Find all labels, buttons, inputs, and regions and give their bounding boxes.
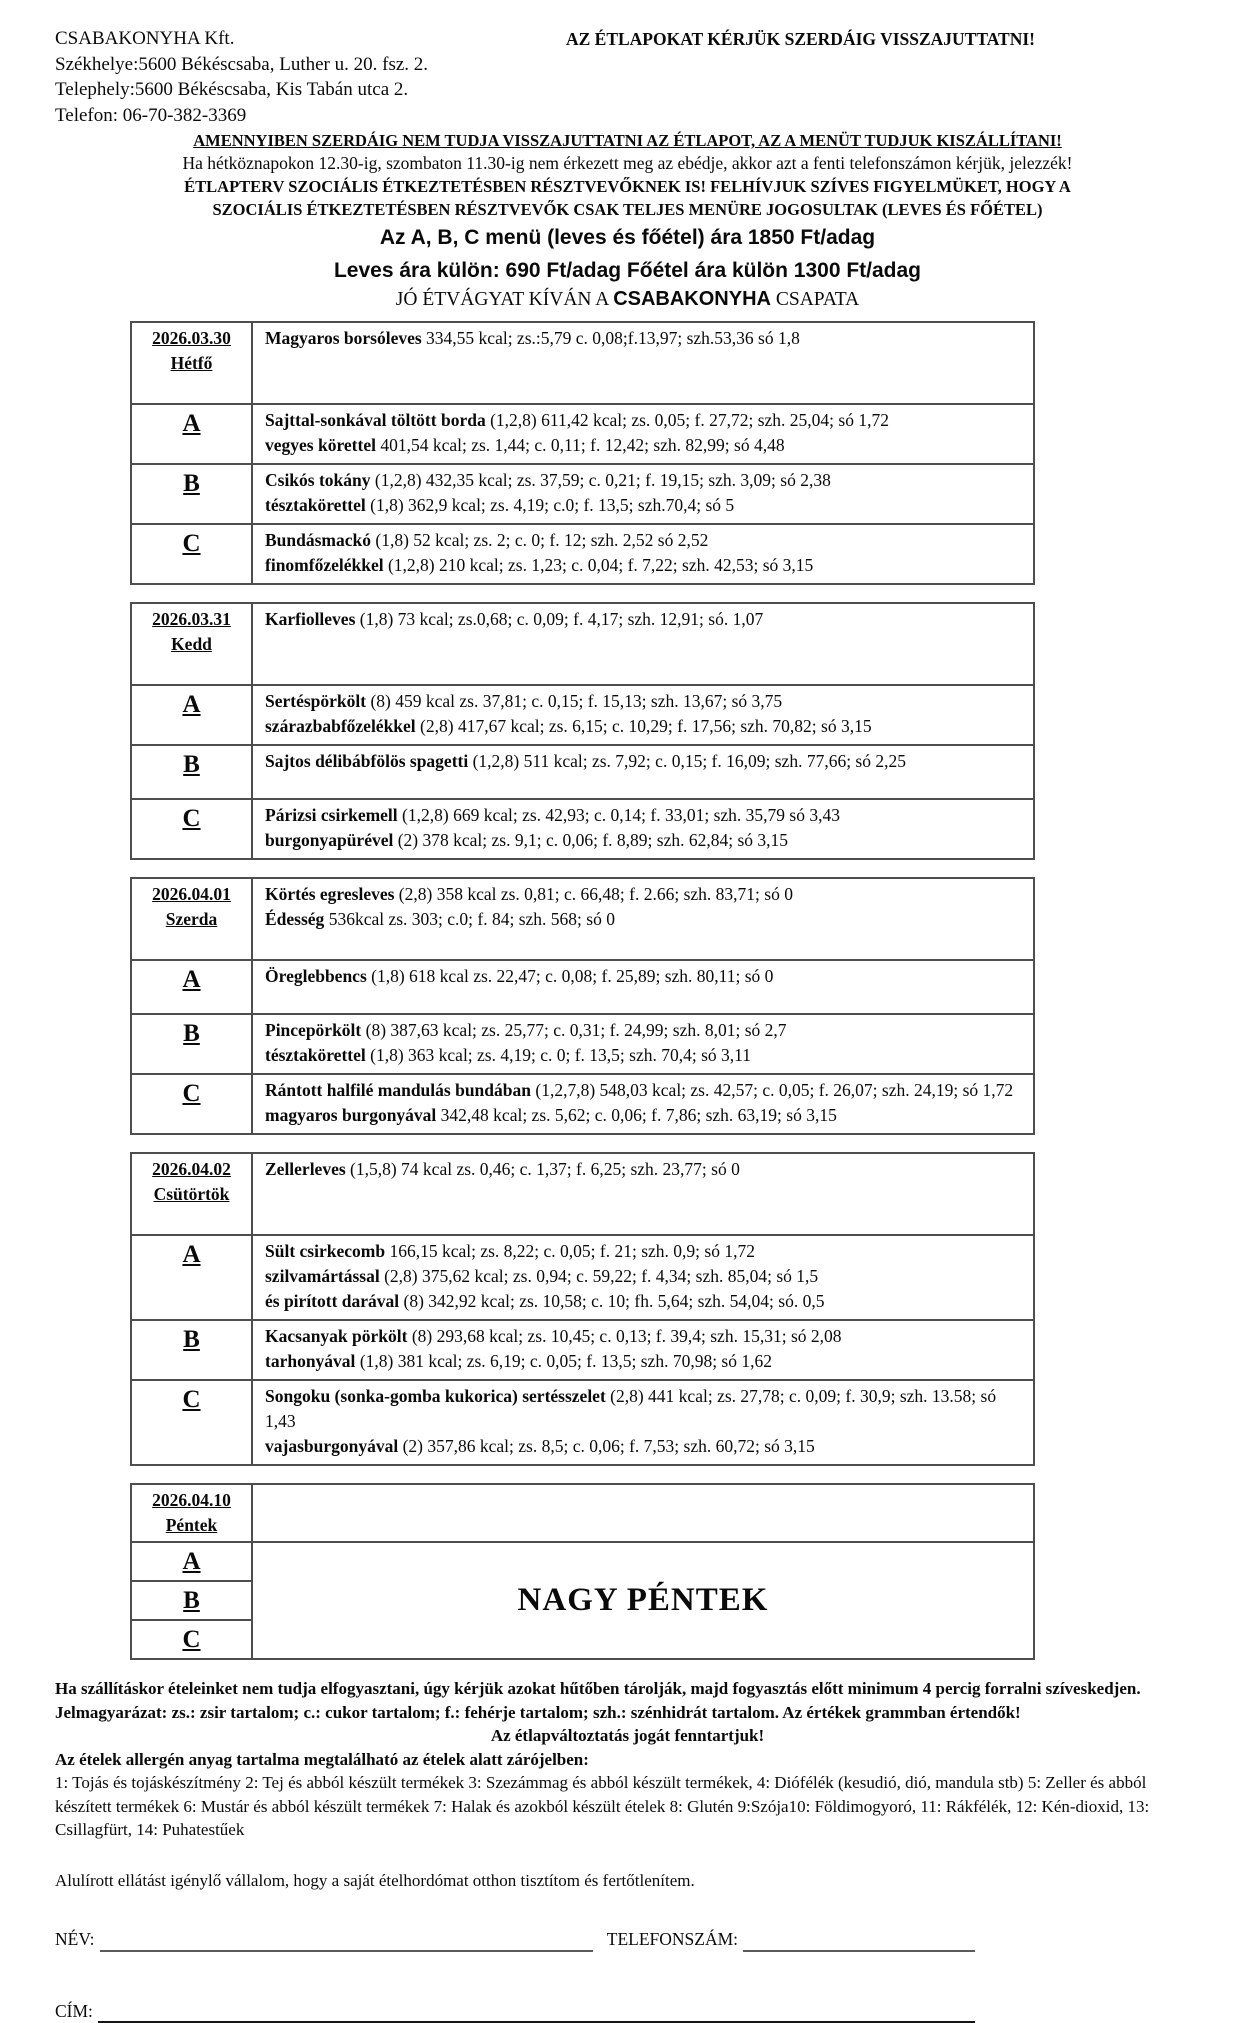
dish-name: szárazbabfőzelékkel xyxy=(265,716,416,736)
dish-name: Párizsi csirkemell xyxy=(265,805,398,825)
allergen-list: 1: Tojás és tojáskészítmény 2: Tej és abból készült termékek 3: Szezámmag és abból készült termékek, 4: Diófélék (kesudió, dió, mandula stb) 5: Zeller és abból készített termékek 6: Mustár és abból készült termékek 7: Halak és azokból készült ételek 8: Glutén 9:Szója10: Földimogyoró, 11: Rákfélék, 12: Kén-dioxid, 13: Csillagfürt, 14: Puhatestűek xyxy=(55,1771,1200,1842)
menu-letter: C xyxy=(182,805,200,834)
dish-nutrition-info: (1,2,8) 611,42 kcal; zs. 0,05; f. 27,72; szh. 25,04; só 1,72 xyxy=(490,410,889,430)
menu-content-cell xyxy=(252,1074,1034,1134)
dish-line xyxy=(265,749,1023,774)
menu-row xyxy=(131,878,1034,960)
menu-letter-cell xyxy=(131,1074,252,1134)
menu-row xyxy=(131,1380,1034,1465)
menu-content-cell xyxy=(252,685,1034,745)
menu-row xyxy=(131,1542,1034,1581)
menu-tables xyxy=(55,321,1200,1660)
dish-line xyxy=(265,828,1023,853)
menu-day: Csütörtök xyxy=(134,1182,249,1207)
name-phone-row xyxy=(55,1928,975,1952)
menu-content-cell xyxy=(252,404,1034,464)
allergen-title: Az ételek allergén anyag tartalma megtalálható az ételek alatt zárójelben: xyxy=(55,1748,1200,1772)
dish-nutrition-info: (8) 387,63 kcal; zs. 25,77; c. 0,31; f. 24,99; szh. 8,01; só 2,7 xyxy=(366,1020,787,1040)
dish-line xyxy=(265,1434,1023,1459)
menu-row xyxy=(131,685,1034,745)
menu-content-cell xyxy=(252,1235,1034,1320)
dish-nutrition-info: (8) 293,68 kcal; zs. 10,45; c. 0,13; f. 39,4; szh. 15,31; só 2,08 xyxy=(412,1326,842,1346)
dish-line xyxy=(265,408,1023,433)
company-name: CSABAKONYHA Kft. xyxy=(55,26,1200,52)
phone-label: TELEFONSZÁM: xyxy=(607,1928,738,1952)
dish-line xyxy=(265,803,1023,828)
dish-name: Sertéspörkölt xyxy=(265,691,366,711)
menu-table xyxy=(130,602,1035,860)
dish-nutrition-info: (1,8) 381 kcal; zs. 6,19; c. 0,05; f. 13,5; szh. 70,98; só 1,62 xyxy=(360,1351,772,1371)
legend-line: Jelmagyarázat: zs.: zsir tartalom; c.: cukor tartalom; f.: fehérje tartalom; szh.: szénhidrát tartalom. Az értékek grammban értendők! xyxy=(55,1701,1200,1725)
menu-letter: C xyxy=(182,1626,200,1655)
menu-letter: B xyxy=(183,1326,200,1355)
menu-row xyxy=(131,960,1034,1014)
menu-letter-cell xyxy=(131,960,252,1014)
date-cell xyxy=(131,1153,252,1235)
menu-letter: B xyxy=(183,751,200,780)
company-seat-address: Székhelye:5600 Békéscsaba, Luther u. 20. fsz. 2. xyxy=(55,52,1200,78)
document-footer xyxy=(55,1677,1200,2023)
menu-content-cell xyxy=(252,1380,1034,1465)
menu-content-cell xyxy=(252,1014,1034,1074)
self-care-declaration: Alulírott ellátást igénylő vállalom, hogy a saját ételhordómat otthon tisztítom és fertőtlenítem. xyxy=(55,1869,1200,1893)
document-header xyxy=(55,26,1200,128)
menu-content-cell xyxy=(252,603,1034,685)
late-lunch-notice: Ha hétköznapokon 12.30-ig, szombaton 11.30-ig nem érkezett meg az ebédje, akkor azt a fenti telefonszámon kérjük, jelezzék! xyxy=(55,153,1200,174)
dish-name: Bundásmackó xyxy=(265,530,371,550)
special-day-cell: NAGY PÉNTEK xyxy=(252,1542,1034,1659)
menu-row xyxy=(131,404,1034,464)
menu-change-rights: Az étlapváltoztatás jogát fenntartjuk! xyxy=(55,1724,1200,1748)
date-cell xyxy=(131,603,252,685)
social-catering-notice: ÉTLAPTERV SZOCIÁLIS ÉTKEZTETÉSBEN RÉSZTVEVŐKNEK IS! FELHÍVJUK SZÍVES FIGYELMÜKET, HOGY A SZOCIÁLIS ÉTKEZTETÉSBEN RÉSZTVEVŐK CSAK TELJES MENÜRE JOGOSULTAK (LEVES ÉS FŐÉTEL) xyxy=(145,176,1110,221)
dish-name: Magyaros borsóleves xyxy=(265,328,422,348)
menu-letter-cell xyxy=(131,1380,252,1465)
dish-name: Édesség xyxy=(265,909,324,929)
menu-letter-cell xyxy=(131,1542,252,1581)
dish-name: Zellerleves xyxy=(265,1159,346,1179)
dish-line xyxy=(265,1324,1023,1349)
dish-line xyxy=(265,1289,1023,1314)
menu-letter: A xyxy=(182,1241,200,1270)
dish-nutrition-info: 536kcal zs. 303; c.0; f. 84; szh. 568; só 0 xyxy=(329,909,615,929)
menu-content-cell xyxy=(252,524,1034,584)
menu-letter: B xyxy=(183,1587,200,1616)
dish-nutrition-info: (1,2,8) 669 kcal; zs. 42,93; c. 0,14; f. 33,01; szh. 35,79 só 3,43 xyxy=(402,805,840,825)
menu-letter: C xyxy=(182,1386,200,1415)
delivery-warning-notice: AMENNYIBEN SZERDÁIG NEM TUDJA VISSZAJUTTATNI AZ ÉTLAPOT, AZ A MENÜT TUDJUK KISZÁLLÍTANI! xyxy=(55,131,1200,151)
dish-name: tarhonyával xyxy=(265,1351,355,1371)
dish-nutrition-info: (8) 342,92 kcal; zs. 10,58; c. 10; fh. 5,64; szh. 54,04; só. 0,5 xyxy=(404,1291,825,1311)
menu-letter-cell xyxy=(131,404,252,464)
address-row xyxy=(55,2000,975,2023)
dish-nutrition-info: (1,8) 618 kcal zs. 22,47; c. 0,08; f. 25,89; szh. 80,11; só 0 xyxy=(371,966,773,986)
dish-line xyxy=(265,1078,1023,1103)
menu-table xyxy=(130,1483,1035,1660)
dish-line xyxy=(265,326,1023,351)
return-deadline-notice: AZ ÉTLAPOKAT KÉRJÜK SZERDÁIG VISSZAJUTTATNI! xyxy=(513,29,1088,50)
menu-row xyxy=(131,799,1034,859)
menu-letter-cell xyxy=(131,1620,252,1659)
dish-name: Pincepörkölt xyxy=(265,1020,361,1040)
menu-letter-cell xyxy=(131,464,252,524)
menu-content-cell xyxy=(252,878,1034,960)
phone-field[interactable] xyxy=(743,1931,975,1952)
menu-row xyxy=(131,322,1034,404)
dish-line xyxy=(265,553,1023,578)
menu-letter: A xyxy=(182,691,200,720)
dish-line xyxy=(265,1264,1023,1289)
dish-nutrition-info: (1,8) 362,9 kcal; zs. 4,19; c.0; f. 13,5; szh.70,4; só 5 xyxy=(370,495,734,515)
dish-name: Sajttal-sonkával töltött borda xyxy=(265,410,486,430)
greeting-suffix: CSAPATA xyxy=(771,289,859,310)
dish-nutrition-info: (2,8) 358 kcal zs. 0,81; c. 66,48; f. 2.66; szh. 83,71; só 0 xyxy=(399,884,793,904)
dish-nutrition-info: (2) 378 kcal; zs. 9,1; c. 0,06; f. 8,89; szh. 62,84; só 3,15 xyxy=(398,830,788,850)
dish-nutrition-info: (1,8) 73 kcal; zs.0,68; c. 0,09; f. 4,17; szh. 12,91; só. 1,07 xyxy=(360,609,763,629)
menu-row xyxy=(131,1484,1034,1542)
dish-nutrition-info: 166,15 kcal; zs. 8,22; c. 0,05; f. 21; szh. 0,9; só 1,72 xyxy=(389,1241,755,1261)
separate-price-line: Leves ára külön: 690 Ft/adag Főétel ára külön 1300 Ft/adag xyxy=(55,254,1200,287)
menu-row xyxy=(131,603,1034,685)
dish-line xyxy=(265,714,1023,739)
dish-nutrition-info: (1,8) 363 kcal; zs. 4,19; c. 0; f. 13,5; szh. 70,4; só 3,11 xyxy=(370,1045,751,1065)
dish-nutrition-info: (1,2,8) 432,35 kcal; zs. 37,59; c. 0,21; f. 19,15; szh. 3,09; só 2,38 xyxy=(375,470,831,490)
dish-name: tésztakörettel xyxy=(265,495,366,515)
menu-letter-cell xyxy=(131,1235,252,1320)
dish-name: Karfiolleves xyxy=(265,609,355,629)
menu-letter-cell xyxy=(131,1320,252,1380)
dish-nutrition-info: (1,2,8) 210 kcal; zs. 1,23; c. 0,04; f. 7,22; szh. 42,53; só 3,15 xyxy=(388,555,813,575)
menu-content-cell xyxy=(252,322,1034,404)
menu-day: Hétfő xyxy=(134,351,249,376)
dish-nutrition-info: (1,2,7,8) 548,03 kcal; zs. 42,57; c. 0,05; f. 26,07; szh. 24,19; só 1,72 xyxy=(535,1080,1013,1100)
menu-day: Szerda xyxy=(134,907,249,932)
menu-letter-cell xyxy=(131,799,252,859)
menu-letter-cell xyxy=(131,1014,252,1074)
greeting-brand: CSABAKONYHA xyxy=(613,288,771,310)
menu-letter: A xyxy=(182,410,200,439)
dish-line xyxy=(265,1103,1023,1128)
dish-nutrition-info: 342,48 kcal; zs. 5,62; c. 0,06; f. 7,86; szh. 63,19; só 3,15 xyxy=(441,1105,837,1125)
menu-letter: A xyxy=(182,966,200,995)
menu-content-cell xyxy=(252,745,1034,799)
dish-line xyxy=(265,907,1023,932)
dish-nutrition-info: (8) 459 kcal zs. 37,81; c. 0,15; f. 15,13; szh. 13,67; só 3,75 xyxy=(370,691,782,711)
address-field[interactable] xyxy=(98,2002,975,2023)
menu-content-cell xyxy=(252,464,1034,524)
menu-content-cell xyxy=(252,1320,1034,1380)
menu-letter: C xyxy=(182,1080,200,1109)
menu-letter: B xyxy=(183,470,200,499)
menu-date: 2026.04.10 xyxy=(134,1488,249,1513)
dish-line xyxy=(265,1239,1023,1264)
menu-row xyxy=(131,524,1034,584)
dish-name: szilvamártással xyxy=(265,1266,380,1286)
dish-nutrition-info: (1,8) 52 kcal; zs. 2; c. 0; f. 12; szh. 2,52 só 2,52 xyxy=(375,530,708,550)
dish-line xyxy=(265,882,1023,907)
menu-date: 2026.03.31 xyxy=(134,607,249,632)
dish-line xyxy=(265,468,1023,493)
menu-date: 2026.03.30 xyxy=(134,326,249,351)
date-cell xyxy=(131,878,252,960)
dish-nutrition-info: 401,54 kcal; zs. 1,44; c. 0,11; f. 12,42; szh. 82,99; só 4,48 xyxy=(380,435,784,455)
dish-nutrition-info: (1,2,8) 511 kcal; zs. 7,92; c. 0,15; f. 16,09; szh. 77,66; só 2,25 xyxy=(473,751,906,771)
greeting-line xyxy=(55,288,1200,311)
menu-content-cell xyxy=(252,960,1034,1014)
date-cell xyxy=(131,322,252,404)
dish-name: Songoku (sonka-gomba kukorica) sertésszelet xyxy=(265,1386,606,1406)
dish-name: Sajtos délibábfölös spagetti xyxy=(265,751,468,771)
storage-instruction: Ha szállításkor ételeinket nem tudja elfogyasztani, úgy kérjük azokat hűtőben tárolják, majd fogyasztás előtt minimum 4 percig forralni szíveskedjen. xyxy=(55,1677,1200,1701)
dish-name: tésztakörettel xyxy=(265,1045,366,1065)
dish-line xyxy=(265,1349,1023,1374)
menu-day: Kedd xyxy=(134,632,249,657)
dish-nutrition-info: (2) 357,86 kcal; zs. 8,5; c. 0,06; f. 7,53; szh. 60,72; só 3,15 xyxy=(403,1436,815,1456)
dish-name: Rántott halfilé mandulás bundában xyxy=(265,1080,531,1100)
dish-name: vegyes körettel xyxy=(265,435,376,455)
dish-line xyxy=(265,1018,1023,1043)
menu-letter: A xyxy=(182,1548,200,1577)
dish-nutrition-info: 334,55 kcal; zs.:5,79 c. 0,08;f.13,97; szh.53,36 só 1,8 xyxy=(426,328,800,348)
dish-line xyxy=(265,689,1023,714)
menu-row xyxy=(131,1153,1034,1235)
menu-row xyxy=(131,745,1034,799)
menu-content-cell xyxy=(252,1153,1034,1235)
menu-date: 2026.04.01 xyxy=(134,882,249,907)
address-label: CÍM: xyxy=(55,2000,93,2023)
dish-name: és pirított darával xyxy=(265,1291,399,1311)
menu-row xyxy=(131,1014,1034,1074)
dish-line xyxy=(265,493,1023,518)
menu-content-cell xyxy=(252,799,1034,859)
dish-name: Kacsanyak pörkölt xyxy=(265,1326,407,1346)
dish-line xyxy=(265,1157,1023,1182)
menu-day: Péntek xyxy=(134,1513,249,1538)
menu-letter-cell xyxy=(131,685,252,745)
company-site-address: Telephely:5600 Békéscsaba, Kis Tabán utca 2. xyxy=(55,77,1200,103)
greeting-prefix: JÓ ÉTVÁGYAT KÍVÁN A xyxy=(396,289,613,310)
menu-letter-cell xyxy=(131,745,252,799)
menu-letter-cell xyxy=(131,524,252,584)
menu-letter-cell xyxy=(131,1581,252,1620)
dish-name: magyaros burgonyával xyxy=(265,1105,436,1125)
dish-name: burgonyapürével xyxy=(265,830,393,850)
menu-table xyxy=(130,877,1035,1135)
dish-name: Csikós tokány xyxy=(265,470,371,490)
menu-table xyxy=(130,321,1035,585)
menu-letter: C xyxy=(182,530,200,559)
dish-nutrition-info: (2,8) 417,67 kcal; zs. 6,15; c. 10,29; f. 17,56; szh. 70,82; só 3,15 xyxy=(420,716,872,736)
menu-row xyxy=(131,464,1034,524)
menu-table xyxy=(130,1152,1035,1466)
dish-line xyxy=(265,1384,1023,1434)
menu-price-line: Az A, B, C menü (leves és főétel) ára 1850 Ft/adag xyxy=(55,221,1200,254)
company-phone: Telefon: 06-70-382-3369 xyxy=(55,103,1200,129)
menu-row xyxy=(131,1235,1034,1320)
name-label: NÉV: xyxy=(55,1928,95,1952)
dish-name: Öreglebbencs xyxy=(265,966,367,986)
menu-date: 2026.04.02 xyxy=(134,1157,249,1182)
date-cell xyxy=(131,1484,252,1542)
dish-line xyxy=(265,433,1023,458)
dish-line xyxy=(265,964,1023,989)
dish-nutrition-info: (2,8) 441 kcal; zs. 27,78; c. 0,09; f. 30,9; szh. 13.58; só 1,43 xyxy=(265,1386,996,1431)
dish-nutrition-info: (2,8) 375,62 kcal; zs. 0,94; c. 59,22; f. 4,34; szh. 85,04; só 1,5 xyxy=(384,1266,818,1286)
menu-content-cell xyxy=(252,1484,1034,1542)
dish-name: finomfőzelékkel xyxy=(265,555,384,575)
menu-row xyxy=(131,1074,1034,1134)
dish-name: Körtés egresleves xyxy=(265,884,394,904)
dish-line xyxy=(265,607,1023,632)
dish-line xyxy=(265,528,1023,553)
dish-nutrition-info: (1,5,8) 74 kcal zs. 0,46; c. 1,37; f. 6,25; szh. 23,77; só 0 xyxy=(350,1159,740,1179)
dish-name: Sült csirkecomb xyxy=(265,1241,385,1261)
name-field[interactable] xyxy=(100,1931,593,1952)
dish-line xyxy=(265,1043,1023,1068)
menu-row xyxy=(131,1320,1034,1380)
menu-letter: B xyxy=(183,1020,200,1049)
dish-name: vajasburgonyával xyxy=(265,1436,398,1456)
